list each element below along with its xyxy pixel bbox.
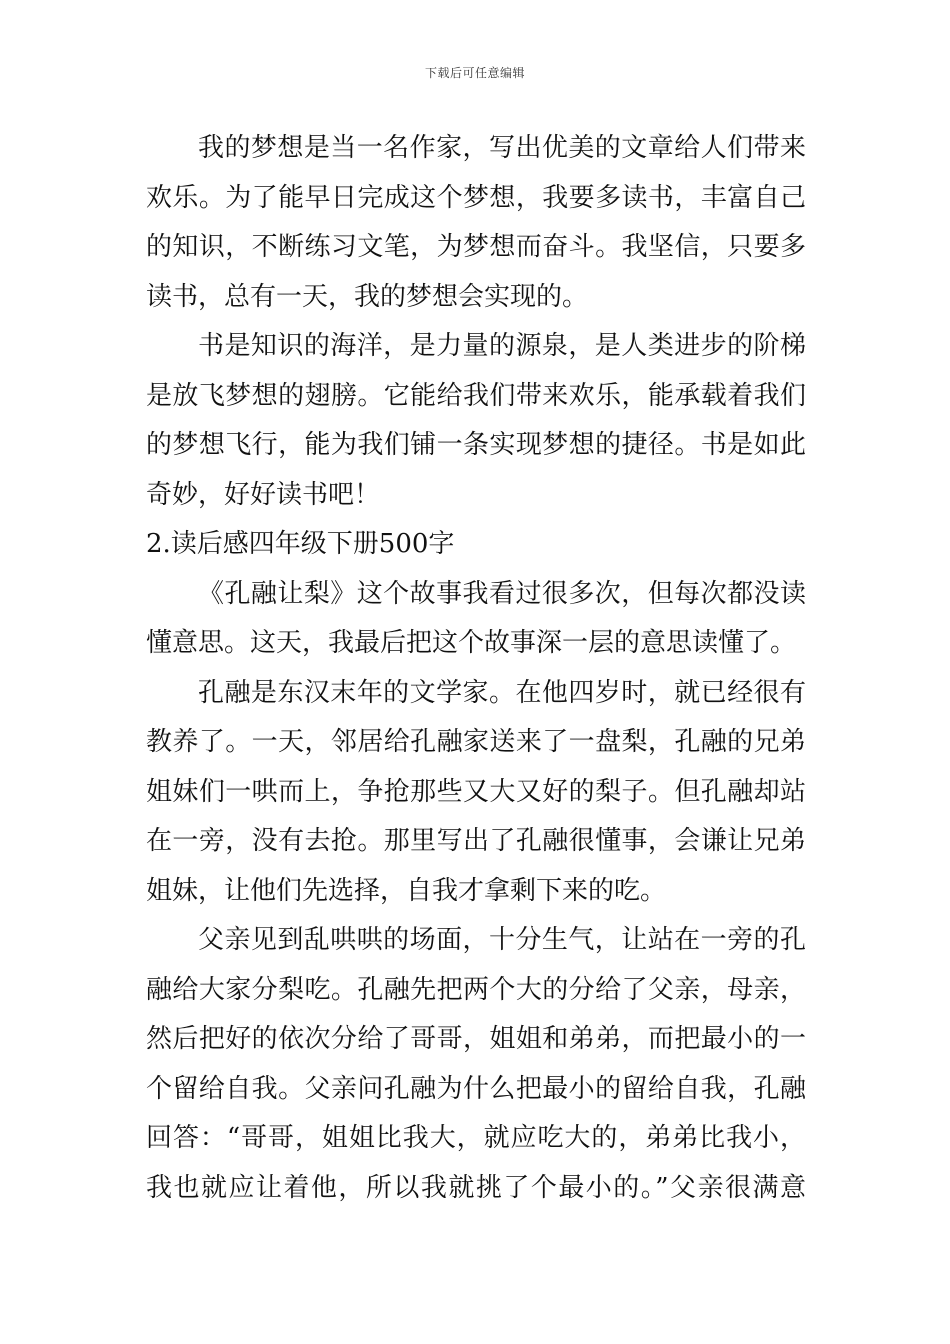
text-line: 是放飞梦想的翅膀。它能给我们带来欢乐，能承载着我们	[146, 380, 806, 411]
text-line: 个留给自我。父亲问孔融为什么把最小的留给自我，孔融	[146, 1073, 806, 1104]
paragraph-books	[146, 322, 806, 520]
document-body	[146, 124, 806, 1213]
text-line: 然后把好的依次分给了哥哥，姐姐和弟弟，而把最小的一	[146, 1024, 806, 1054]
text-line: 在一旁，没有去抢。那里写出了孔融很懂事，会谦让兄弟	[146, 826, 806, 856]
text-line: 父亲见到乱哄哄的场面，十分生气，让站在一旁的孔	[198, 925, 806, 955]
text-line: 奇妙，好好读书吧！	[146, 479, 381, 510]
text-line: 我的梦想是当一名作家，写出优美的文章给人们带来	[198, 133, 806, 163]
page-header: 下载后可任意编辑	[424, 66, 525, 80]
paragraph-story-intro	[146, 570, 806, 669]
text-line: 读书，总有一天，我的梦想会实现的。	[146, 281, 589, 312]
text-line: 的知识，不断练习文笔，为梦想而奋斗。我坚信，只要多	[146, 232, 806, 262]
text-line: 教养了。一天，邻居给孔融家送来了一盘梨，孔融的兄弟	[146, 727, 806, 757]
section-heading	[146, 520, 806, 570]
text-line: 懂意思。这天，我最后把这个故事深一层的意思读懂了。	[146, 628, 797, 658]
text-line: 我也就应让着他，所以我就挑了个最小的。”父亲很满意	[146, 1172, 806, 1203]
text-line: 回答：“哥哥，姐姐比我大，就应吃大的，弟弟比我小，	[146, 1123, 806, 1153]
text-line: 书是知识的海洋，是力量的源泉，是人类进步的阶梯	[198, 331, 806, 361]
text-line: 的梦想飞行，能为我们铺一条实现梦想的捷径。书是如此	[146, 430, 806, 460]
paragraph-kongrong	[146, 669, 806, 917]
heading-line: 2.读后感四年级下册500字	[146, 529, 455, 559]
text-line: 孔融是东汉末年的文学家。在他四岁时，就已经很有	[198, 677, 806, 708]
paragraph-dream	[146, 124, 806, 322]
text-line: 欢乐。为了能早日完成这个梦想，我要多读书，丰富自己	[146, 182, 806, 213]
paragraph-father	[146, 916, 806, 1213]
text-line: 《孔融让梨》这个故事我看过很多次，但每次都没读	[198, 578, 806, 609]
text-line: 姐妹，让他们先选择，自我才拿剩下来的吃。	[146, 875, 667, 906]
text-line: 融给大家分梨吃。孔融先把两个大的分给了父亲，母亲，	[146, 974, 806, 1005]
text-line: 姐妹们一哄而上，争抢那些又大又好的梨子。但孔融却站	[146, 776, 806, 807]
